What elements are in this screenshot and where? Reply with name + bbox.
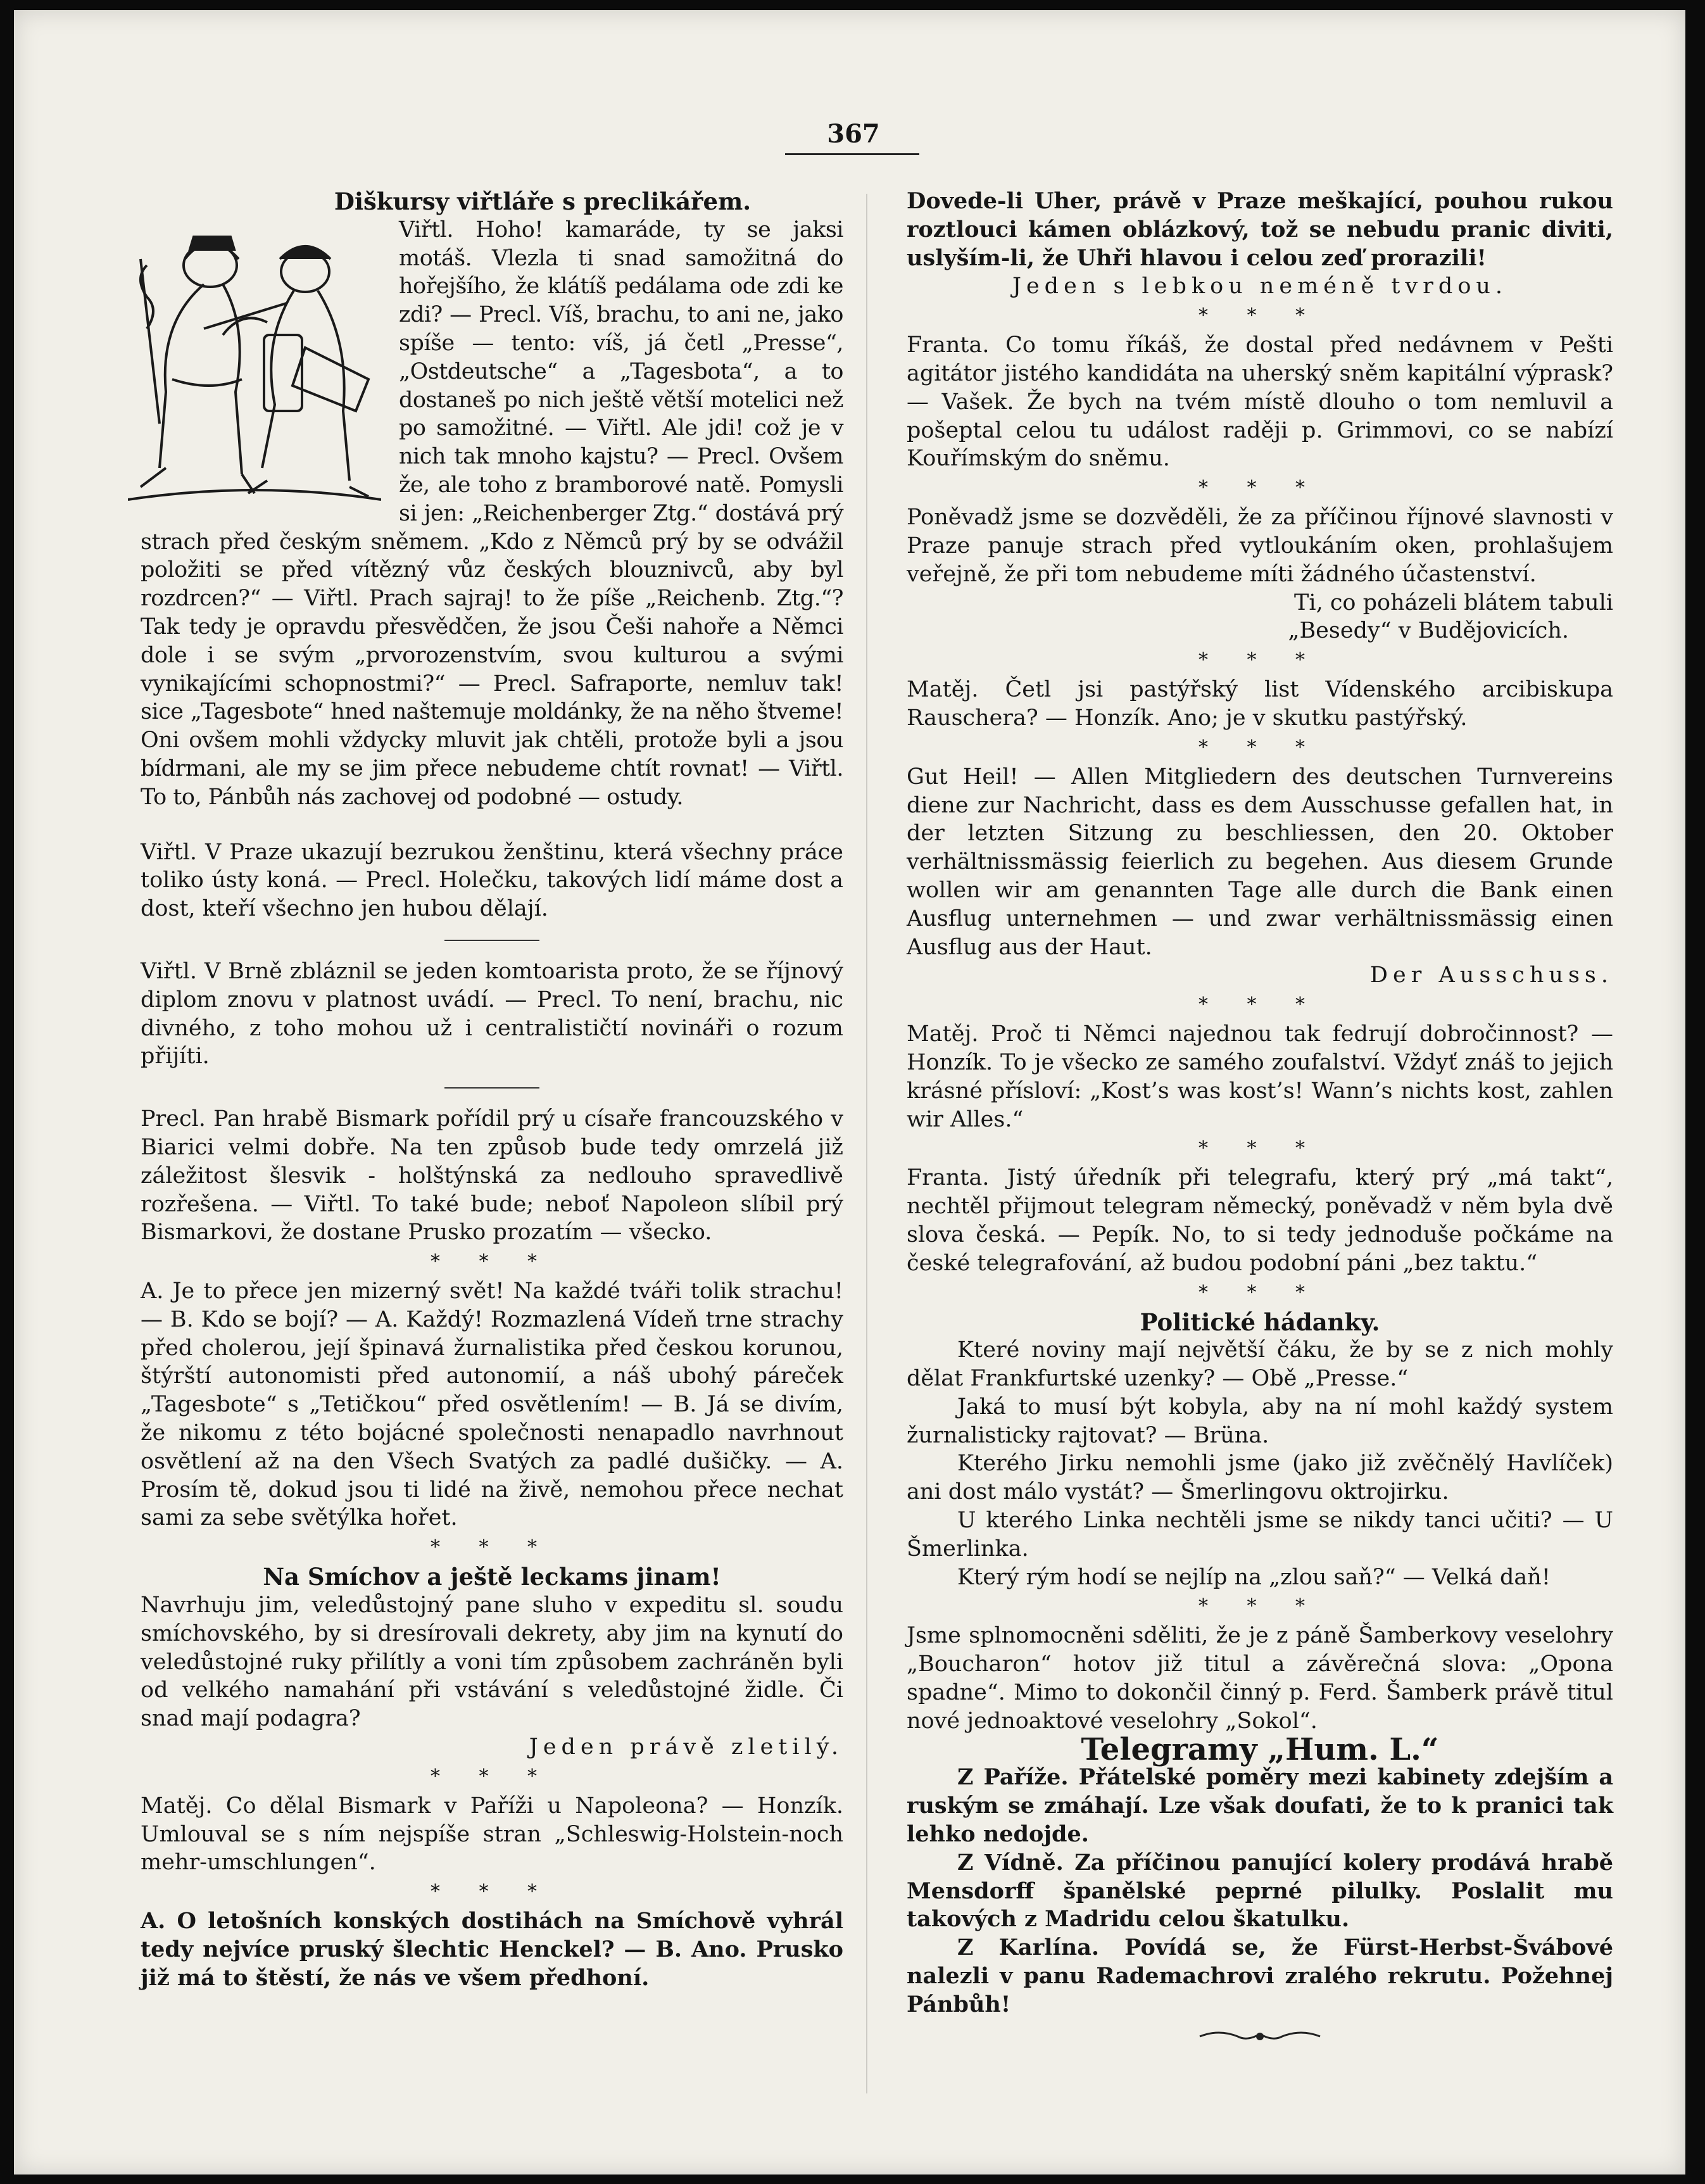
asterism-separator: * * * (430, 1536, 554, 1559)
asterism-separator: * * * (1198, 1137, 1322, 1160)
announcement-paragraph: Gut Heil! — Allen Mitgliedern des deutschen Turnvereins diene zur Nachricht, dass es dem Ausschusse gefallen hat, in der letzten Sitzung zu beschliessen, den 20. Oktober verhältnissmässig feierlich zu begehen. Aus diesem Grunde wollen wir am genannten Tage alle durch die Bank einen Ausflug unternehmen — und zwar verhältnissmässig einen Ausflug aus der Haut. (907, 764, 1613, 960)
dialogue-paragraph: Matěj. Četl jsi pastýřský list Vídenského arcibiskupa Rauschera? — Honzík. Ano; je v skutku pastýřský. (907, 677, 1613, 731)
riddle: Kterého Jirku nemohli jsme (jako již zvěčnělý Havlíček) ani dost málo vystát? — Šmerlingovu oktrojirku. (907, 1451, 1613, 1505)
riddle: U kterého Linka nechtěli jsme se nikdy tanci učiti? — U Šmerlinka. (907, 1508, 1613, 1562)
dialogue-paragraph: Franta. Co tomu říkáš, že dostal před nedávnem v Pešti agitátor jistého kandidáta na uherský sněm kapitální výprask? — Vašek. Že bych na tvém místě dlouho o tom nemluvil a pošeptal celou tu událost raději p. Grimmovi, co se nabízí Kouřímským do sněmu. (907, 332, 1613, 472)
dialogue-paragraph: Viřtl. Hoho! kamaráde, ty se jaksi motáš. Vlezla ti snad samožitná do hořejšího, že klátíš pedálama ode zdi ke zdi? — Precl. Víš, brachu, to ani ne, jako spíše — tento: víš, já četl „Presse“, „Ostdeutsche“ a „Tagesbota“, a to dostaneš po nich ještě větší motelici než po samožitné. — Viřtl. Ale jdi! což je v nich tak mnoho kajstu? — Precl. Ovšem že, ale toho z bramborové natě. Pomysli si jen: „Reichenberger Ztg.“ dostává prý strach před českým sněmem. „Kdo z Němců prý by se odvážil položiti se před vítězný vůz českých blouznivců, aby byl rozdrcen?“ — Viřtl. Prach sajraj! to že píše „Reichenb. Ztg.“? Tak tedy je opravdu přesvědčen, že jsou Češi nahoře a Němci dole i se svým „prvorozenstvím, svou kulturou a svými vynikajícími schopnostmi?“ — Precl. Safraporte, nemluv tak! sice „Tagesbote“ hned naštemuje moldánky, že na něho štveme! Oni ovšem mohli vždycky mluvit jak chtěli, protože byli a jsou bídrmani, ale my se jim přece nebudeme chtít rovnat! — Viřtl. To to, Pánbůh nás zachovej od podobné — ostudy. (141, 216, 843, 812)
section-rule (444, 1087, 539, 1089)
dialogue-paragraph: Precl. Pan hrabě Bismark pořídil prý u císaře francouzského v Biarici velmi dobře. Na ten způsob bude tedy omrzelá již záležitost šlesvik - holštýnská za nedlouho spravedlivě rozřešena. — Viřtl. To také bude; neboť Napoleon slíbil prý Bismarkovi, že dostane Prusko prozatím — všecko. (141, 1106, 843, 1246)
news-paragraph: Jsme splnomocněni sděliti, že je z páně Šamberkovy veselohry „Boucharon“ hotov již titul a závěrečná slova: „Opona spadne“. Mimo to dokončil činný p. Ferd. Šamberk právě titul nové jednoaktové veselohry „Sokol“. (907, 1623, 1613, 1734)
asterism-separator: * * * (430, 1765, 554, 1788)
section-heading: Telegramy „Hum. L.“ (1081, 1731, 1439, 1767)
asterism-separator: * * * (430, 1251, 554, 1273)
dialogue-paragraph: Viřtl. V Praze ukazují bezrukou ženštinu, která všechny práce toliko ústy koná. — Precl. Holečku, takových lidí máme dost a dost, kteří všechno jen hubou dělají. (141, 839, 843, 922)
news-paragraph: Dovede-li Uher, právě v Praze meškající, pouhou rukou roztlouci kámen oblázkový, tož se nebudu pranic diviti, uslyším-li, že Uhři hlavou i celou zeď prorazili! (907, 188, 1613, 271)
signature: „Besedy“ v Budějovicích. (1288, 618, 1569, 644)
dialogue-paragraph: A. O letošních konských dostihách na Smíchově vyhrál tedy nejvíce pruský šlechtic Henckel? — B. Ano. Prusko již má to štěstí, že nás ve všem předhoní. (141, 1908, 843, 1991)
signature: Jeden právě zletilý. (529, 1734, 843, 1760)
asterism-separator: * * * (1198, 994, 1322, 1016)
riddle: Jaká to musí být kobyla, aby na ní mohl každý system žurnalisticky rajtovat? — Brüna. (907, 1394, 1613, 1448)
page-number: 367 (827, 119, 880, 149)
asterism-separator: * * * (1198, 736, 1322, 759)
dialogue-paragraph: Viřtl. V Brně zbláznil se jeden komtoarista proto, že se říjnový diplom znovu v platnost uvádí. — Precl. To není, brachu, nic divného, z toho mohou už i centralističtí novináři o rozum přijíti. (141, 958, 843, 1070)
asterism-separator: * * * (1198, 1595, 1322, 1618)
column-divider (866, 194, 867, 2093)
riddle: Který rým hodí se nejlíp na „zlou saň?“ — Velká daň! (957, 1564, 1551, 1590)
newspaper-page (14, 10, 1685, 2175)
news-paragraph: Poněvadž jsme se dozvěděli, že za příčinou říjnové slavnosti v Praze panuje strach před vytloukáním oken, prohlašujem veřejně, že při tom nebudeme míti žádného účastenství. (907, 505, 1613, 587)
signature: Ti, co poházeli blátem tabuli (1294, 590, 1613, 615)
letter-paragraph: Navrhuju jim, veledůstojný pane sluho v expeditu sl. soudu smíchovského, by si dresírovali dekrety, aby jim na kynutí do veledůstojné ruky přilítly a voni tím způsobem zachráněn byli od velkého namahání při vstávání s veledůstojné židle. Či snad mají podagra? (141, 1593, 843, 1732)
article-title: Diškursy viřtláře s preclikářem. (334, 187, 752, 215)
section-heading: Politické hádanky. (1140, 1308, 1380, 1336)
dialogue-paragraph: Matěj. Co dělal Bismark v Paříži u Napoleona? — Honzík. Umlouval se s ním nejspíše stran „Schleswig-Holstein-noch mehr-umschlungen“. (141, 1793, 843, 1876)
two-men-illustration-icon (128, 221, 381, 512)
asterism-separator: * * * (430, 1881, 554, 1903)
telegram: Z Vídně. Za příčinou panující kolery prodává hrabě Mensdorff španělské peprné pilulky. Poslalit mu takových z Madridu celou škatulku. (907, 1849, 1613, 1933)
section-heading: Na Smíchov a ještě leckams jinam! (263, 1563, 721, 1591)
asterism-separator: * * * (1198, 1281, 1322, 1304)
right-column (907, 187, 1613, 2046)
telegram: Z Karlína. Povídá se, že Fürst-Herbst-Švábové nalezli v panu Rademachrovi zralého rekrutu. Požehnej Pánbůh! (907, 1935, 1613, 2017)
page-number-rule (785, 153, 919, 155)
telegram: Z Paříže. Přátelské poměry mezi kabinety zdejším a ruským se zmáhají. Lze však doufati, že to k pranici tak lehko nedojde. (907, 1764, 1613, 1848)
dialogue-paragraph: Franta. Jistý úředník při telegrafu, který prý „má takt“, nechtěl přijmout telegram německý, poněvadž v něm byla dvě slova česká. — Pepík. No, to si tedy jednoduše počkáme na české telegrafování, až budou podobní páni „bez taktu.“ (907, 1165, 1613, 1276)
asterism-separator: * * * (1198, 477, 1322, 500)
section-rule (444, 940, 539, 941)
left-column (141, 187, 843, 1993)
asterism-separator: * * * (1198, 305, 1322, 327)
dialogue-paragraph: A. Je to přece jen mizerný svět! Na každé tváři tolik strachu! — B. Kdo se bojí? — A. Každý! Rozmazlená Vídeň trne strachy před cholerou, její špinavá žurnalistika před českou korunou, štýrští autonomisti před autonomií, a náš ubohý páreček „Tagesbote“ s „Tetičkou“ před osvětlením! — B. Já se divím, že nikomu z této bojácné společnosti nenapadlo navrhnout osvětlení až na den Všech Svatých za padlé dušičky. — A. Prosím tě, dokud jsou ti lidé na živě, nemohou přece nechat sami za sebe světýlka hořet. (141, 1278, 843, 1531)
ornament-icon (1197, 2027, 1323, 2046)
dialogue-paragraph: Matěj. Proč ti Němci najednou tak fedrují dobročinnost? — Honzík. To je všecko ze samého zoufalství. Vždyť znáš to jejich krásné přísloví: „Kost’s was kost’s! Wann’s nichts kost, zahlen wir Alles.“ (907, 1021, 1613, 1132)
riddle: Které noviny mají největší čáku, že by se z nich mohly dělat Frankfurtské uzenky? — Obě „Presse.“ (907, 1337, 1613, 1392)
asterism-separator: * * * (1198, 649, 1322, 672)
signature: Der Ausschuss. (1369, 963, 1613, 988)
signature: Jeden s lebkou neméně tvrdou. (1012, 274, 1508, 300)
